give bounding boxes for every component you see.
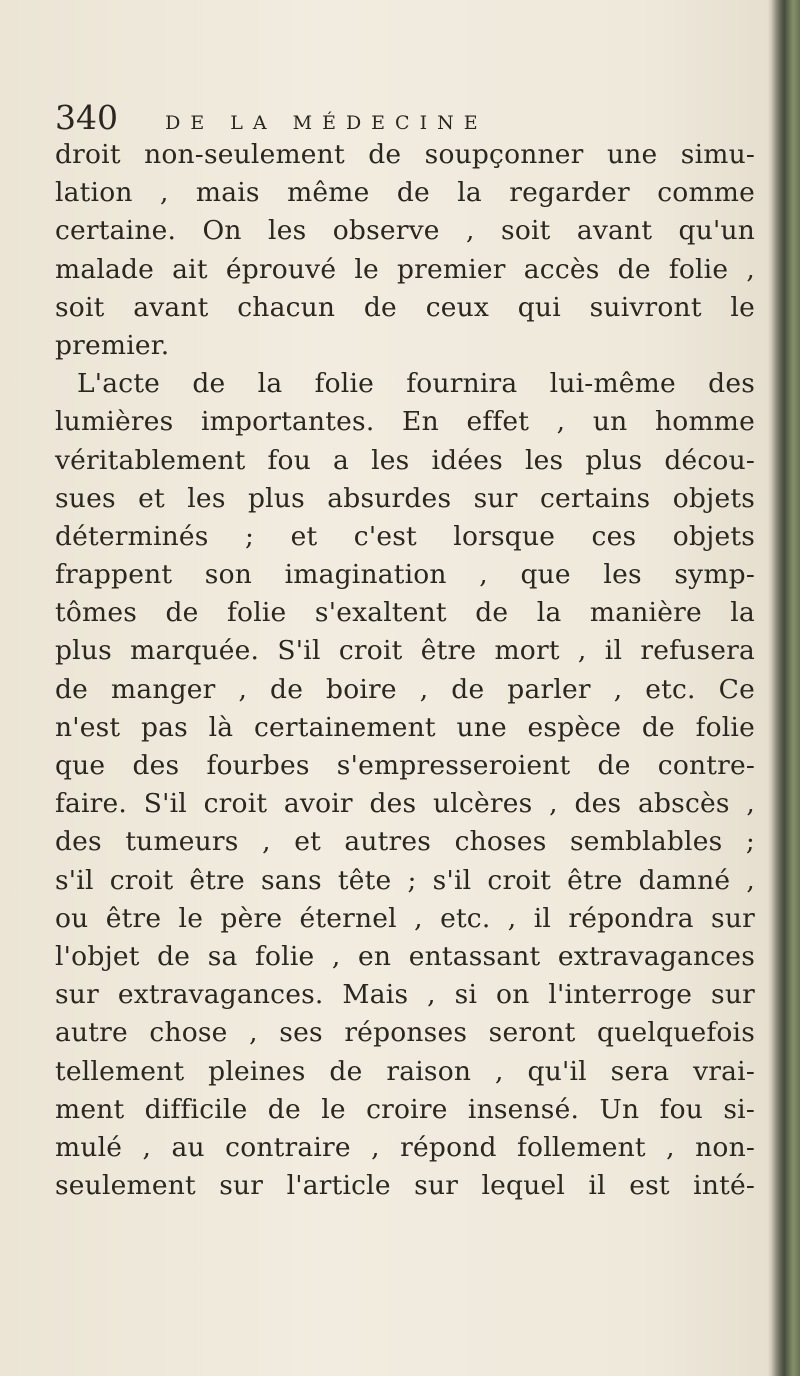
text-line: ment difficile de le croire insensé. Un fou si- [55,1093,755,1125]
text-line: ou être le père éternel , etc. , il répondra sur [55,902,755,934]
text-line: autre chose , ses réponses seront quelquefois [55,1017,755,1049]
text-line: seulement sur l'article sur lequel il est inté- [55,1170,755,1202]
text-line: plus marquée. S'il croit être mort , il refusera [55,635,755,667]
text-line: malade ait éprouvé le premier accès de folie , [55,253,755,285]
text-line: faire. S'il croit avoir des ulcères , des abscès , [55,788,755,820]
page-header [55,98,615,138]
text-line: des tumeurs , et autres choses semblables ; [55,826,755,858]
text-line: lumières importantes. En effet , un homme [55,406,755,438]
text-line: s'il croit être sans tête ; s'il croit être damné , [55,864,755,896]
text-line: déterminés ; et c'est lorsque ces objets [55,520,755,552]
text-line: véritablement fou a les idées les plus décou- [55,444,755,476]
text-line: n'est pas là certainement une espèce de folie [55,711,755,743]
text-line: sues et les plus absurdes sur certains objets [55,482,755,514]
page-number: 340 [55,98,118,137]
text-line: lation , mais même de la regarder comme [55,177,755,209]
text-line: certaine. On les observe , soit avant qu'un [55,215,755,247]
text-line: L'acte de la folie fournira lui-même des [77,368,755,400]
running-head: DE LA MÉDECINE [165,112,488,134]
body-text [55,136,755,1205]
text-line: premier. [55,329,170,361]
text-line: tômes de folie s'exaltent de la manière la [55,597,755,629]
text-line: droit non-seulement de soupçonner une simu- [55,139,755,170]
text-line: l'objet de sa folie , en entassant extravagances [55,940,755,972]
page-edge-shadow [772,0,800,1376]
text-line: tellement pleines de raison , qu'il sera vrai- [55,1055,755,1087]
text-line: mulé , au contraire , répond follement , non- [55,1131,755,1163]
text-line: de manger , de boire , de parler , etc. Ce [55,673,755,705]
text-line: frappent son imagination , que les symp- [55,559,755,591]
text-line: que des fourbes s'empresseroient de contre- [55,750,755,781]
text-line: soit avant chacun de ceux qui suivront le [55,291,755,323]
text-line: sur extravagances. Mais , si on l'interroge sur [55,979,755,1011]
